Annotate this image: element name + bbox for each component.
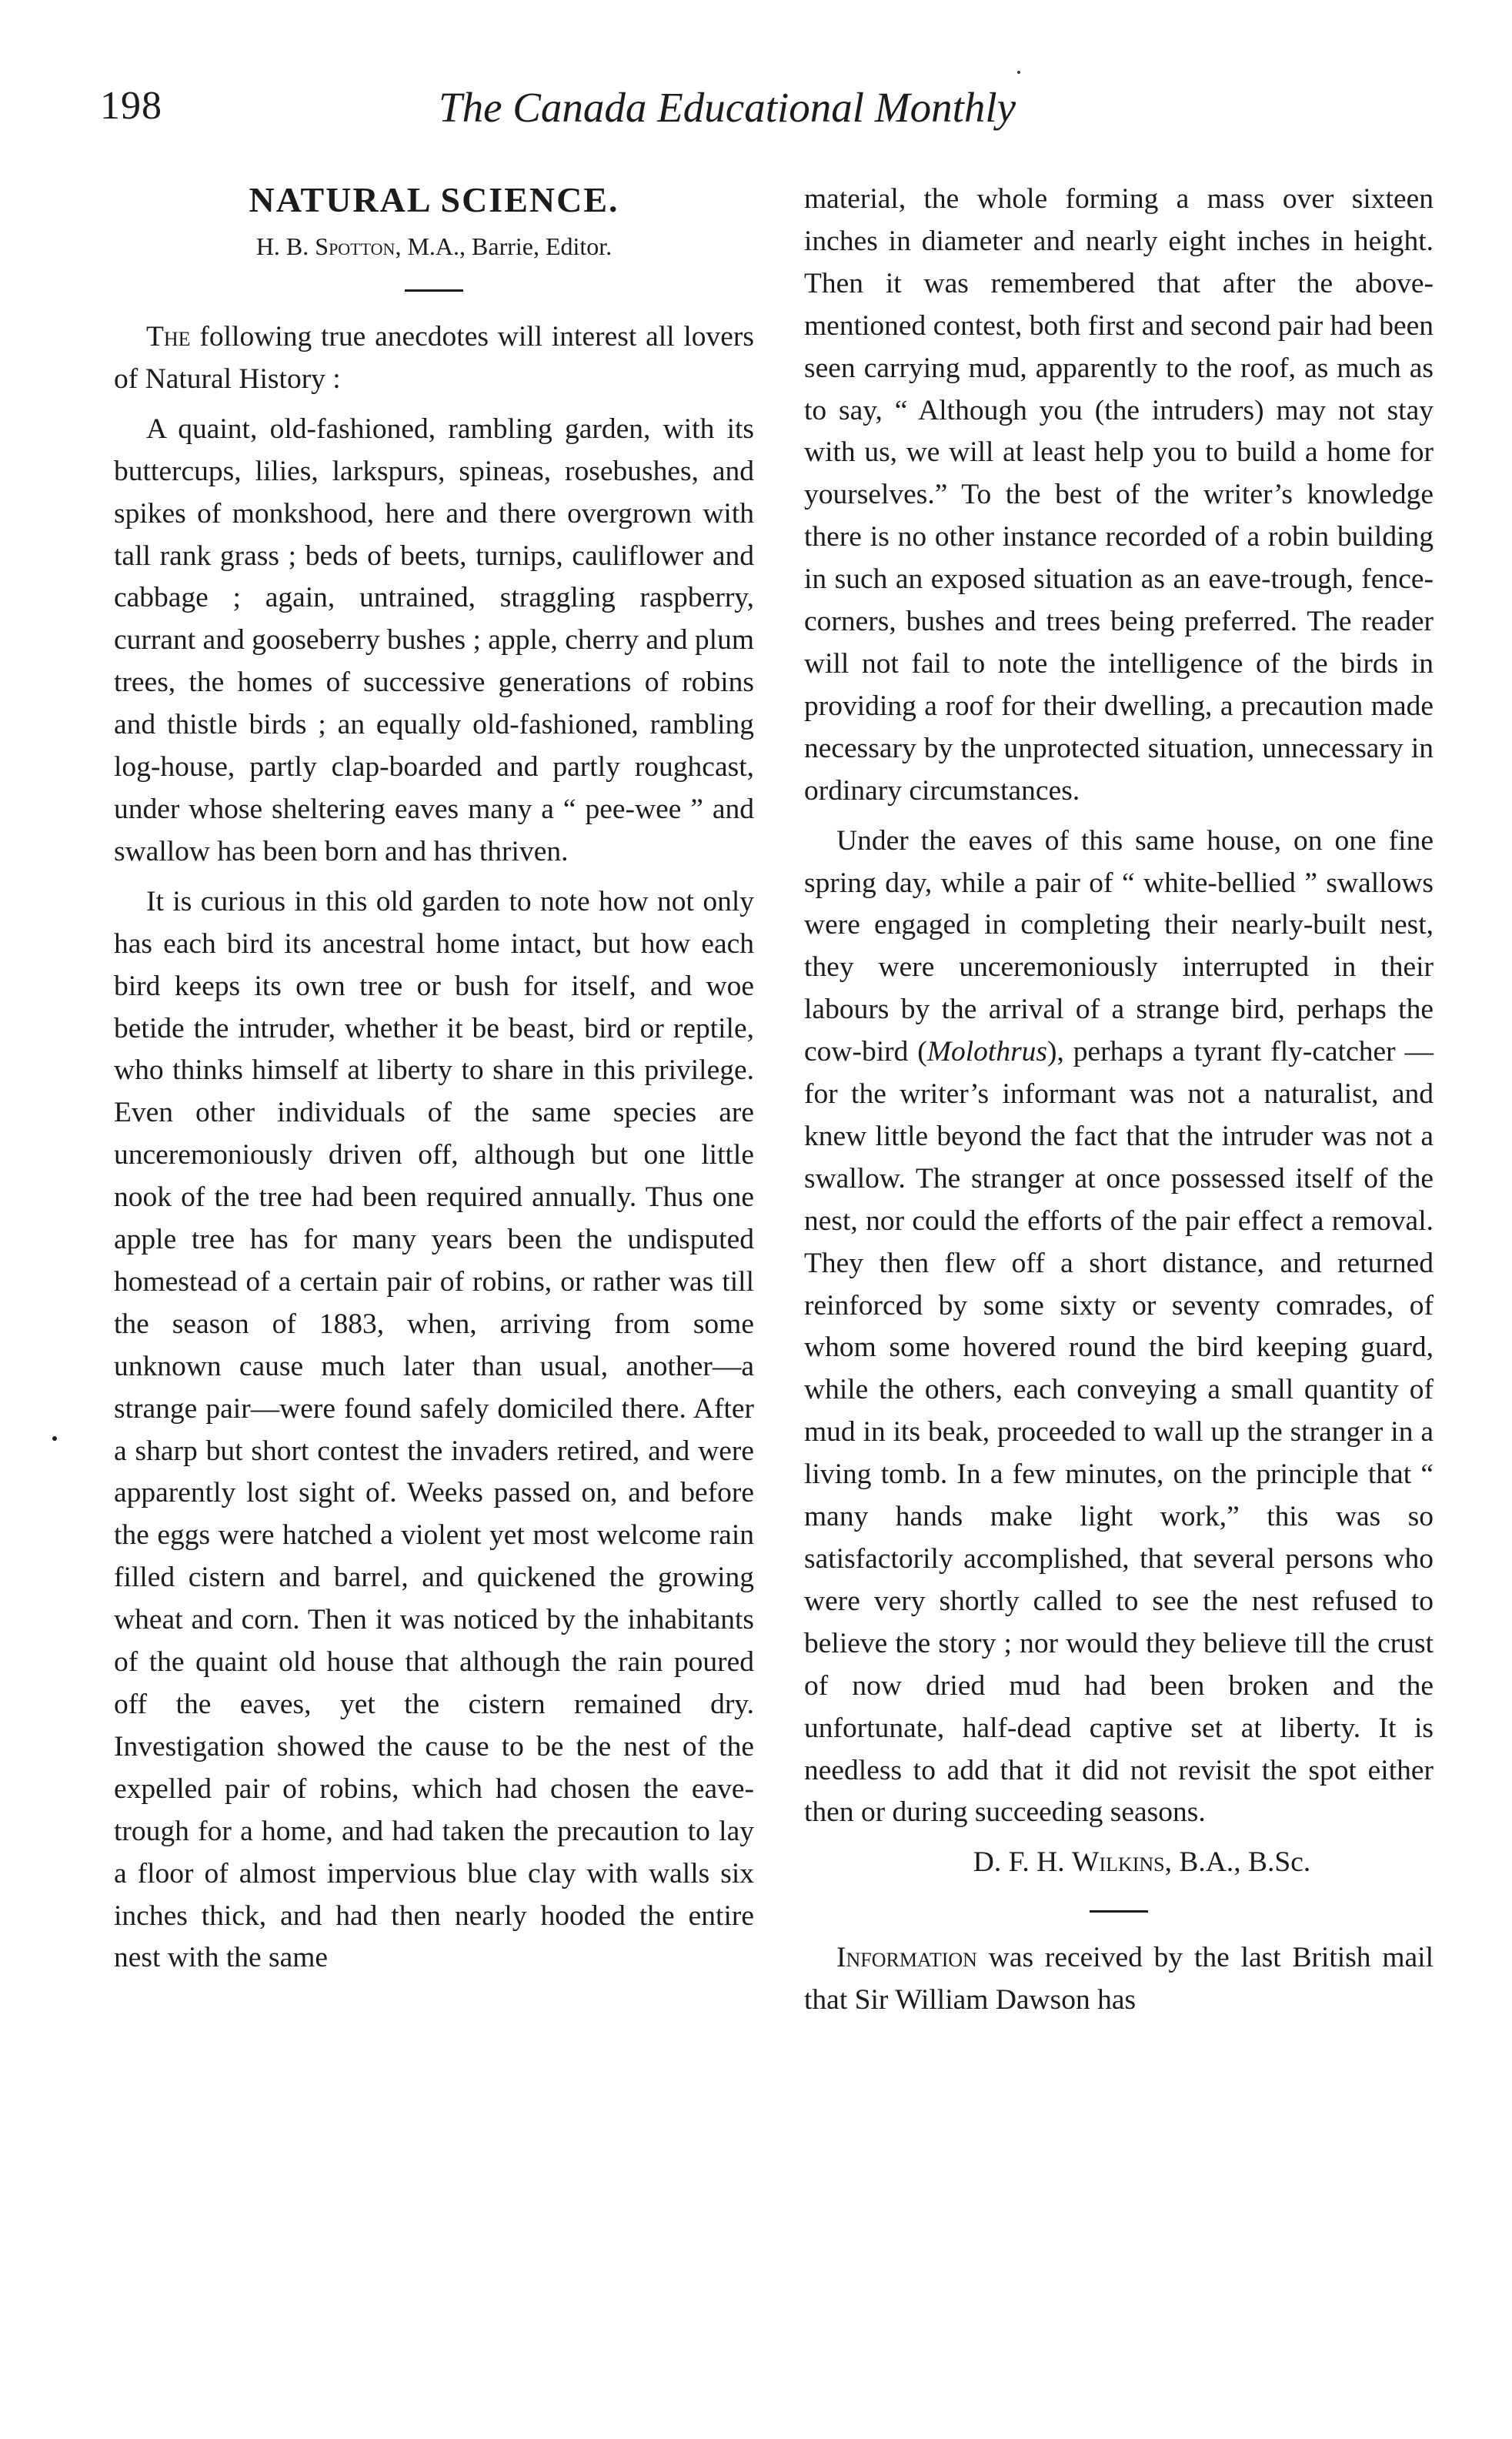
article-divider <box>1090 1910 1148 1913</box>
signature-name: Wilkins <box>1072 1846 1165 1879</box>
intro-paragraph <box>114 316 754 401</box>
margin-bullet-mark <box>52 1436 57 1441</box>
section-divider <box>405 289 463 292</box>
editor-name: Spotton <box>315 232 396 260</box>
intro-text: following true anecdotes will interest all lovers of Natural History : <box>114 321 754 395</box>
signature-degrees: , B.A., B.Sc. <box>1164 1846 1311 1879</box>
running-header <box>100 83 1123 145</box>
right-column <box>804 179 1434 2030</box>
paragraph-robins: It is curious in this old garden to note how not only has each bird its ancestral home intact, but how each bird keeps its own tree or bush for itself, and woe betide the intruder, whether it be beast, bird or reptile, who thinks himself at liberty to share in this privilege. Even other individuals of the same species are unceremoniously driven off, although but one little nook of the tree had been required annually. Thus one apple tree has for many years been the undisputed homestead of a certain pair of robins, or rather was till the season of 1883, when, arriving from some unknown cause much later than usual, another—a strange pair—were found safely domiciled there. After a sharp but short contest the invaders retired, and were apparently lost sight of. Weeks passed on, and before the eggs were hatched a violent yet most welcome rain filled cistern and barrel, and quickened the growing wheat and corn. Then it was noticed by the inhabitants of the quaint old house that although the rain poured off the eaves, yet the cistern remained dry. Investigation showed the cause to be the nest of the expelled pair of robins, which had chosen the eave-trough for a home, and had taken the precaution to lay a floor of almost impervious blue clay with walls six inches thick, and had then nearly hooded the entire nest with the same <box>114 885 754 1974</box>
signature-initials: D. F. H. <box>973 1846 1065 1879</box>
author-signature <box>804 1842 1434 1884</box>
intro-lead-word: The <box>146 321 191 352</box>
speck-mark <box>1017 71 1020 74</box>
swallows-text-end: ), perhaps a tyrant fly-catcher —for the writer’s informant was not a naturalist, and knew little beyond the fact that the intruder was not a swallow. The stranger at once possessed itself of the nest, nor could the efforts of the pair effect a removal. They then flew off a short distance, and returned reinforced by some sixty or seventy comrades, of whom some hovered round the bird keeping guard, while the others, each conveying a small quantity of mud in its beak, proceeded to wall up the stranger in a living tomb. In a few minutes, on the principle that “ many hands make light work,” this was so satisfactorily accomplished, that several persons who were very shortly called to see the nest refused to believe the story ; nor would they believe till the crust of now dried mud had been broken and the unfortunate, half-dead captive set at liberty. It is needless to add that it did not revisit the spot either then or during succeeding seasons. <box>804 1036 1434 1829</box>
information-lead-word: Information <box>836 1942 977 1974</box>
page-number: 198 <box>100 84 162 128</box>
paragraph-garden: A quaint, old-fashioned, rambling garden, with its buttercups, lilies, larkspurs, spineas, rosebushes, and spikes of monkshood, here and there overgrown with tall rank grass ; beds of beets, turnips, cauliflower and cabbage ; again, untrained, straggling raspberry, currant and gooseberry bushes ; apple, cherry and plum trees, the homes of successive generations of robins and thistle birds ; an equally old-fashioned, rambling log-house, partly clap-boarded and partly roughcast, under whose sheltering eaves many a “ pee-wee ” and swallow has been born and has thriven. <box>114 413 755 867</box>
editor-byline <box>114 229 754 263</box>
journal-title: The Canada Educational Monthly <box>439 84 1016 131</box>
paragraph-robin-nest-continued: material, the whole forming a mass over sixteen inches in diameter and nearly eight inches in height. Then it was remembered that after the above-mentioned contest, both first and second pair had been seen carrying mud, apparently to the roof, as much as to say, “ Although you (the intruders) may not stay with us, we will at least help you to build a home for yourselves.” To the best of the writer’s knowledge there is no other instance recorded of a robin building in such an exposed situation as an eave-trough, fence-corners, bushes and trees being preferred. The reader will not fail to note the intelligence of the birds in providing a roof for their dwelling, a precaution made necessary by the unprotected situation, unnecessary in ordinary circumstances. <box>804 183 1434 807</box>
paragraph-swallows <box>804 820 1434 1835</box>
editor-details: , M.A., Barrie, Editor. <box>395 232 612 260</box>
left-column <box>114 179 754 1987</box>
species-name: Molothrus <box>926 1036 1048 1068</box>
information-text: was received by the last British mail that Sir William Dawson has <box>804 1942 1434 2016</box>
editor-initials: H. B. <box>255 232 309 260</box>
swallows-text-start: Under the eaves of this same house, on one fine spring day, while a pair of “ white-bellied ” swallows were engaged in completing their nearly-built nest, they were unceremoniously interrupted in their labours by the arrival of a strange bird, perhaps the cow-bird ( <box>804 824 1434 1068</box>
section-title: NATURAL SCIENCE. <box>249 180 619 219</box>
paragraph-information <box>804 1937 1434 2022</box>
